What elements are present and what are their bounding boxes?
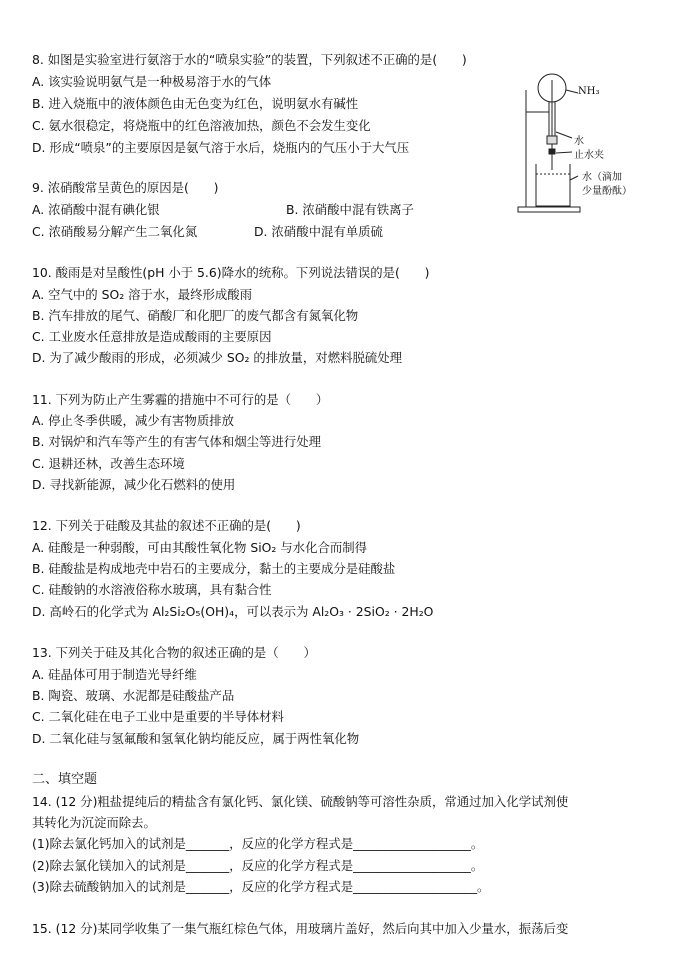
apparatus-diagram [516, 50, 666, 225]
q13-option-b: B. 陶瓷、玻璃、水泥都是硅酸盐产品 [32, 688, 235, 703]
q8-option-d: D. 形成“喷泉”的主要原因是氨气溶于水后，烧瓶内的气压小于大气压 [32, 140, 410, 155]
q10-option-b: B. 汽车排放的尾气、硝酸厂和化肥厂的废气都含有氮氧化物 [32, 308, 359, 323]
q13-option-a: A. 硅晶体可用于制造光导纤维 [32, 667, 197, 682]
q11-option-d: D. 寻找新能源，减少化石燃料的使用 [32, 477, 236, 492]
q14-part-1: (1)除去氯化钙加入的试剂是_______，反应的化学方程式是___________________。 [32, 836, 484, 851]
clamp-label: 止水夹 [574, 150, 604, 161]
q11-option-b: B. 对锅炉和汽车等产生的有害气体和烟尘等进行处理 [32, 434, 321, 449]
beaker-label-2: 少量酚酞） [582, 186, 632, 197]
q8-option-a: A. 该实验说明氨气是一种极易溶于水的气体 [32, 74, 272, 89]
q14-part-2: (2)除去氯化镁加入的试剂是_______，反应的化学方程式是___________________。 [32, 858, 484, 873]
q14-stem-line-1: 14. (12 分)粗盐提纯后的精盐含有氯化钙、氯化镁、硫酸钠等可溶性杂质，常通过加入化学试剂使 [32, 794, 569, 809]
q11-option-c: C. 退耕还林，改善生态环境 [32, 456, 185, 471]
section-title-fill-in: 二、填空题 [32, 772, 98, 787]
q12-option-c: C. 硅酸钠的水溶液俗称水玻璃，具有黏合性 [32, 582, 272, 597]
q14-stem-line-2: 其转化为沉淀而除去。 [32, 815, 156, 830]
q9-option-a: A. 浓硝酸中混有碘化银 [32, 202, 160, 217]
nh3-label: NH₃ [578, 86, 600, 97]
q13-option-d: D. 二氧化硅与氢氟酸和氢氧化钠均能反应，属于两性氧化物 [32, 731, 360, 746]
q14-part-3: (3)除去硫酸钠加入的试剂是_______，反应的化学方程式是____________________。 [32, 879, 490, 894]
q10-option-d: D. 为了减少酸雨的形成，必须减少 SO₂ 的排放量，对燃料脱硫处理 [32, 350, 403, 365]
q9-stem: 9. 浓硝酸常呈黄色的原因是( ) [32, 180, 219, 195]
q10-option-a: A. 空气中的 SO₂ 溶于水，最终形成酸雨 [32, 287, 253, 302]
q8-option-c: C. 氨水很稳定，将烧瓶中的红色溶液加热，颜色不会发生变化 [32, 118, 371, 133]
beaker-label-1: 水（滴加 [582, 172, 622, 183]
q15-stem-line-1: 15. (12 分)某同学收集了一集气瓶红棕色气体，用玻璃片盖好，然后向其中加入少量水，振荡后变 [32, 921, 569, 936]
q11-option-a: A. 停止冬季供暖，减少有害物质排放 [32, 413, 234, 428]
q12-option-d: D. 高岭石的化学式为 Al₂Si₂O₅(OH)₄，可以表示为 Al₂O₃ · 2SiO₂ · 2H₂O [32, 604, 434, 619]
fountain-apparatus-figure [516, 50, 666, 225]
q9-option-d: D. 浓硝酸中混有单质硫 [254, 224, 383, 239]
q8-stem: 8. 如图是实验室进行氨溶于水的“喷泉实验”的装置，下列叙述不正确的是( ) [32, 52, 467, 67]
q9-option-b: B. 浓硝酸中混有铁离子 [286, 202, 414, 217]
q8-option-b: B. 进入烧瓶中的液体颜色由无色变为红色，说明氨水有碱性 [32, 96, 359, 111]
q12-stem: 12. 下列关于硅酸及其盐的叙述不正确的是( ) [32, 518, 301, 533]
q13-stem: 13. 下列关于硅及其化合物的叙述正确的是（ ） [32, 645, 316, 660]
water-label: 水 [574, 136, 584, 147]
q10-stem: 10. 酸雨是对呈酸性(pH 小于 5.6)降水的统称。下列说法错误的是( ) [32, 265, 430, 280]
q9-option-c: C. 浓硝酸易分解产生二氧化氮 [32, 224, 198, 239]
q13-option-c: C. 二氧化硅在电子工业中是重要的半导体材料 [32, 709, 284, 724]
q12-option-a: A. 硅酸是一种弱酸，可由其酸性氧化物 SiO₂ 与水化合而制得 [32, 540, 368, 555]
q12-option-b: B. 硅酸盐是构成地壳中岩石的主要成分，黏土的主要成分是硅酸盐 [32, 561, 396, 576]
q10-option-c: C. 工业废水任意排放是造成酸雨的主要原因 [32, 329, 272, 344]
q11-stem: 11. 下列为防止产生雾霾的措施中不可行的是（ ） [32, 392, 329, 407]
